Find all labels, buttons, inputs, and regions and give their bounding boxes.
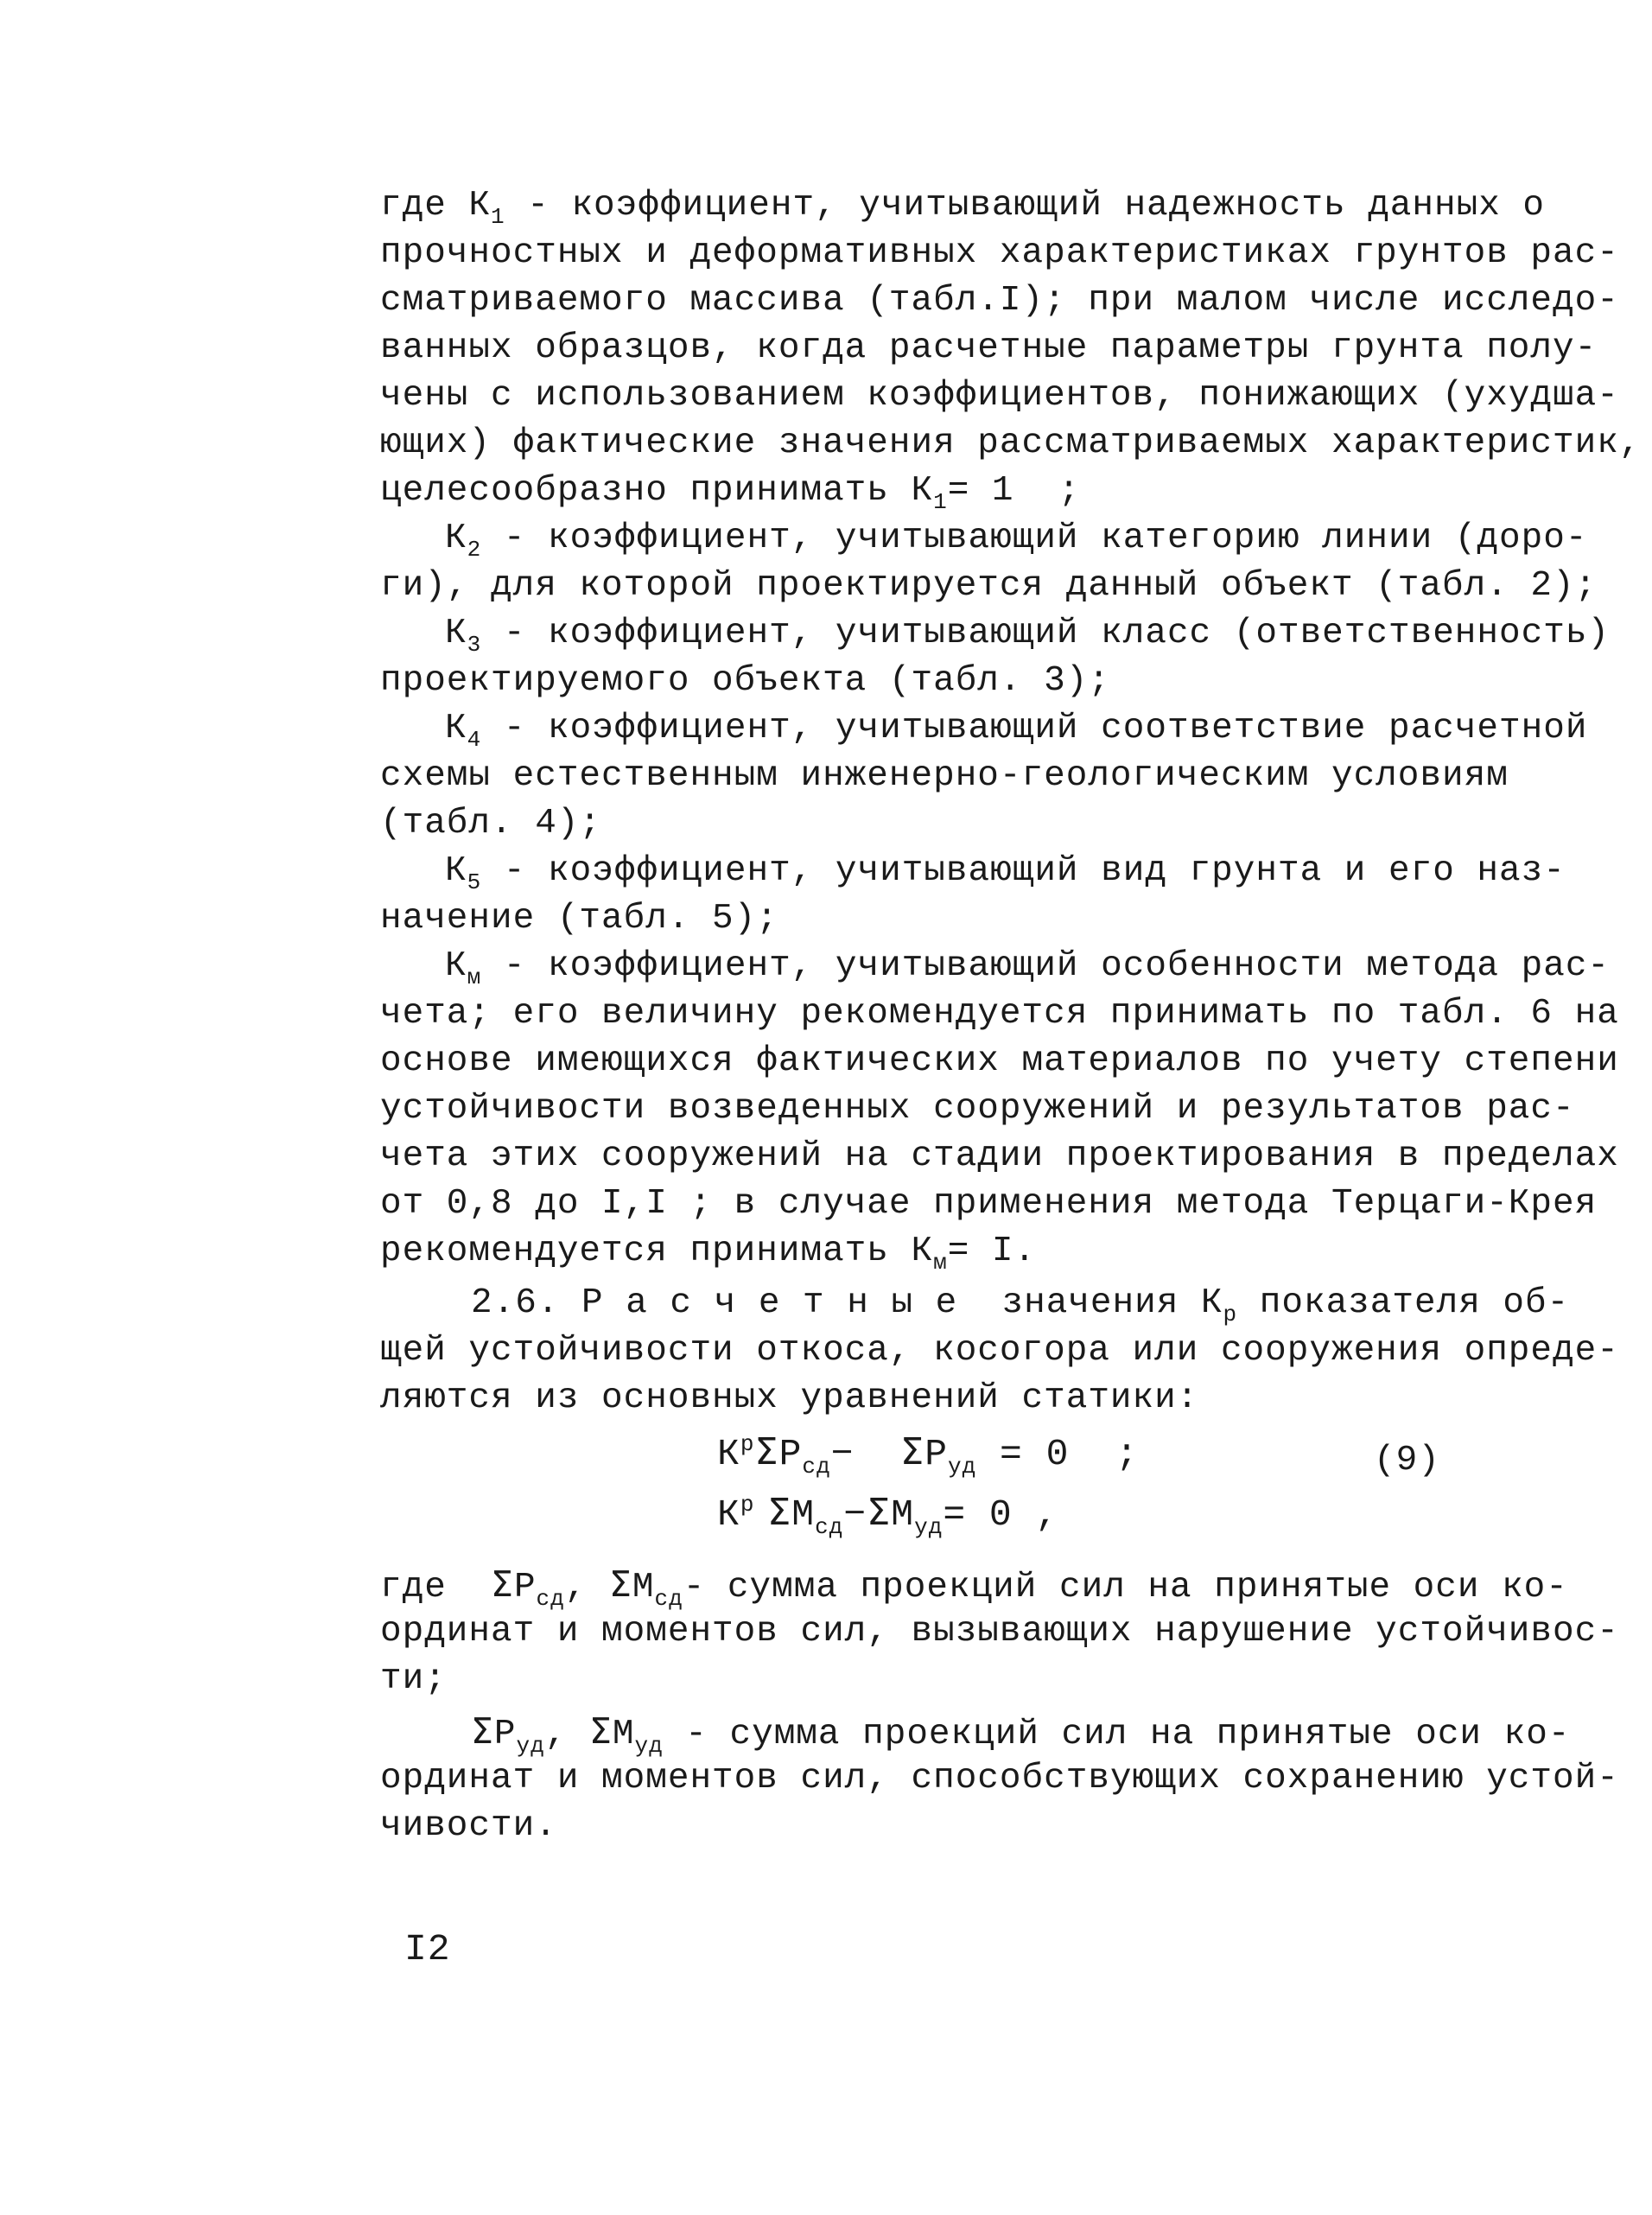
text-line: где $К_1$ - коэффициент, учитывающий надежность данных о [380, 186, 1546, 230]
text-line: основе имеющихся фактических материалов по учету степени [380, 1041, 1619, 1081]
text-line: чета этих сооружений на стадии проектирования в пределах [380, 1136, 1619, 1176]
text-line: чета; его величину рекомендуется принимать по табл. 6 на [380, 994, 1619, 1034]
equation-number: (9) [1374, 1441, 1440, 1480]
text-line: $К_м$ - коэффициент, учитывающий особенности метода рас- [445, 946, 1611, 990]
text-line: (табл. 4); [380, 804, 602, 843]
text-line: $К_4$ - коэффициент, учитывающий соответствие расчетной [445, 709, 1588, 753]
text-line: $\Sigma Р_{уд}$, $\Sigma М_{уд}$ - сумма проекций сил на принятые оси ко- [471, 1710, 1571, 1759]
text-line: начение (табл. 5); [380, 899, 778, 939]
equation-2: $К^р$ $\Sigma М_{сд}-\Sigma М_{уд}= 0$ , [717, 1491, 1059, 1540]
text-line: рекомендуется принимать $К_м= I$. [380, 1232, 1037, 1276]
text-line: чены с использованием коэффициентов, понижающих (ухудша- [380, 376, 1619, 416]
text-line: от 0,8 до I,I ; в случае применения метода Терцаги-Крея [380, 1184, 1598, 1224]
text-line: где $\Sigma Р_{сд}$, $\Sigma М_{сд}-$ сумма проекций сил на принятые оси ко- [380, 1563, 1568, 1612]
text-line: проектируемого объекта (табл. 3); [380, 661, 1110, 701]
page-number: I2 [404, 1928, 451, 1970]
text-line: ординат и моментов сил, способствующих сохранению устой- [380, 1759, 1619, 1798]
text-line: ординат и моментов сил, вызывающих нарушение устойчивос- [380, 1612, 1619, 1652]
text-line: ляются из основных уравнений статики: [380, 1378, 1199, 1418]
equation-1: $К^р\Sigma Р_{сд}- \Sigma Р_{уд} = 0$ ; [717, 1430, 1139, 1480]
text-line: щей устойчивости откоса, косогора или сооружения опреде- [380, 1331, 1619, 1371]
text-line: целесообразно принимать $К_1= 1$ ; [380, 471, 1081, 515]
text-line: ги), для которой проектируется данный объект (табл. 2); [380, 566, 1598, 606]
text-line: ванных образцов, когда расчетные параметры грунта полу- [380, 328, 1598, 368]
text-line: $К_5$ - коэффициент, учитывающий вид грунта и его наз- [445, 851, 1566, 895]
section-heading-line: 2.6. Р а с ч е т н ы е значения $К_р$ показателя об- [471, 1283, 1570, 1327]
text-line: прочностных и деформативных характеристиках грунтов рас- [380, 233, 1619, 273]
text-line: $К_2$ - коэффициент, учитывающий категорию линии (доро- [445, 519, 1588, 563]
text-line: ющих) фактические значения рассматриваемых характеристик, [380, 423, 1642, 463]
text-line: $К_3$ - коэффициент, учитывающий класс (ответственность) [445, 614, 1611, 658]
text-line: устойчивости возведенных сооружений и результатов рас- [380, 1089, 1575, 1129]
text-line: ти; [380, 1659, 447, 1699]
text-line: схемы естественным инженерно-геологическим условиям [380, 756, 1509, 796]
text-line: сматриваемого массива (табл.I); при малом числе исследо- [380, 281, 1619, 321]
text-line: чивости. [380, 1806, 557, 1846]
